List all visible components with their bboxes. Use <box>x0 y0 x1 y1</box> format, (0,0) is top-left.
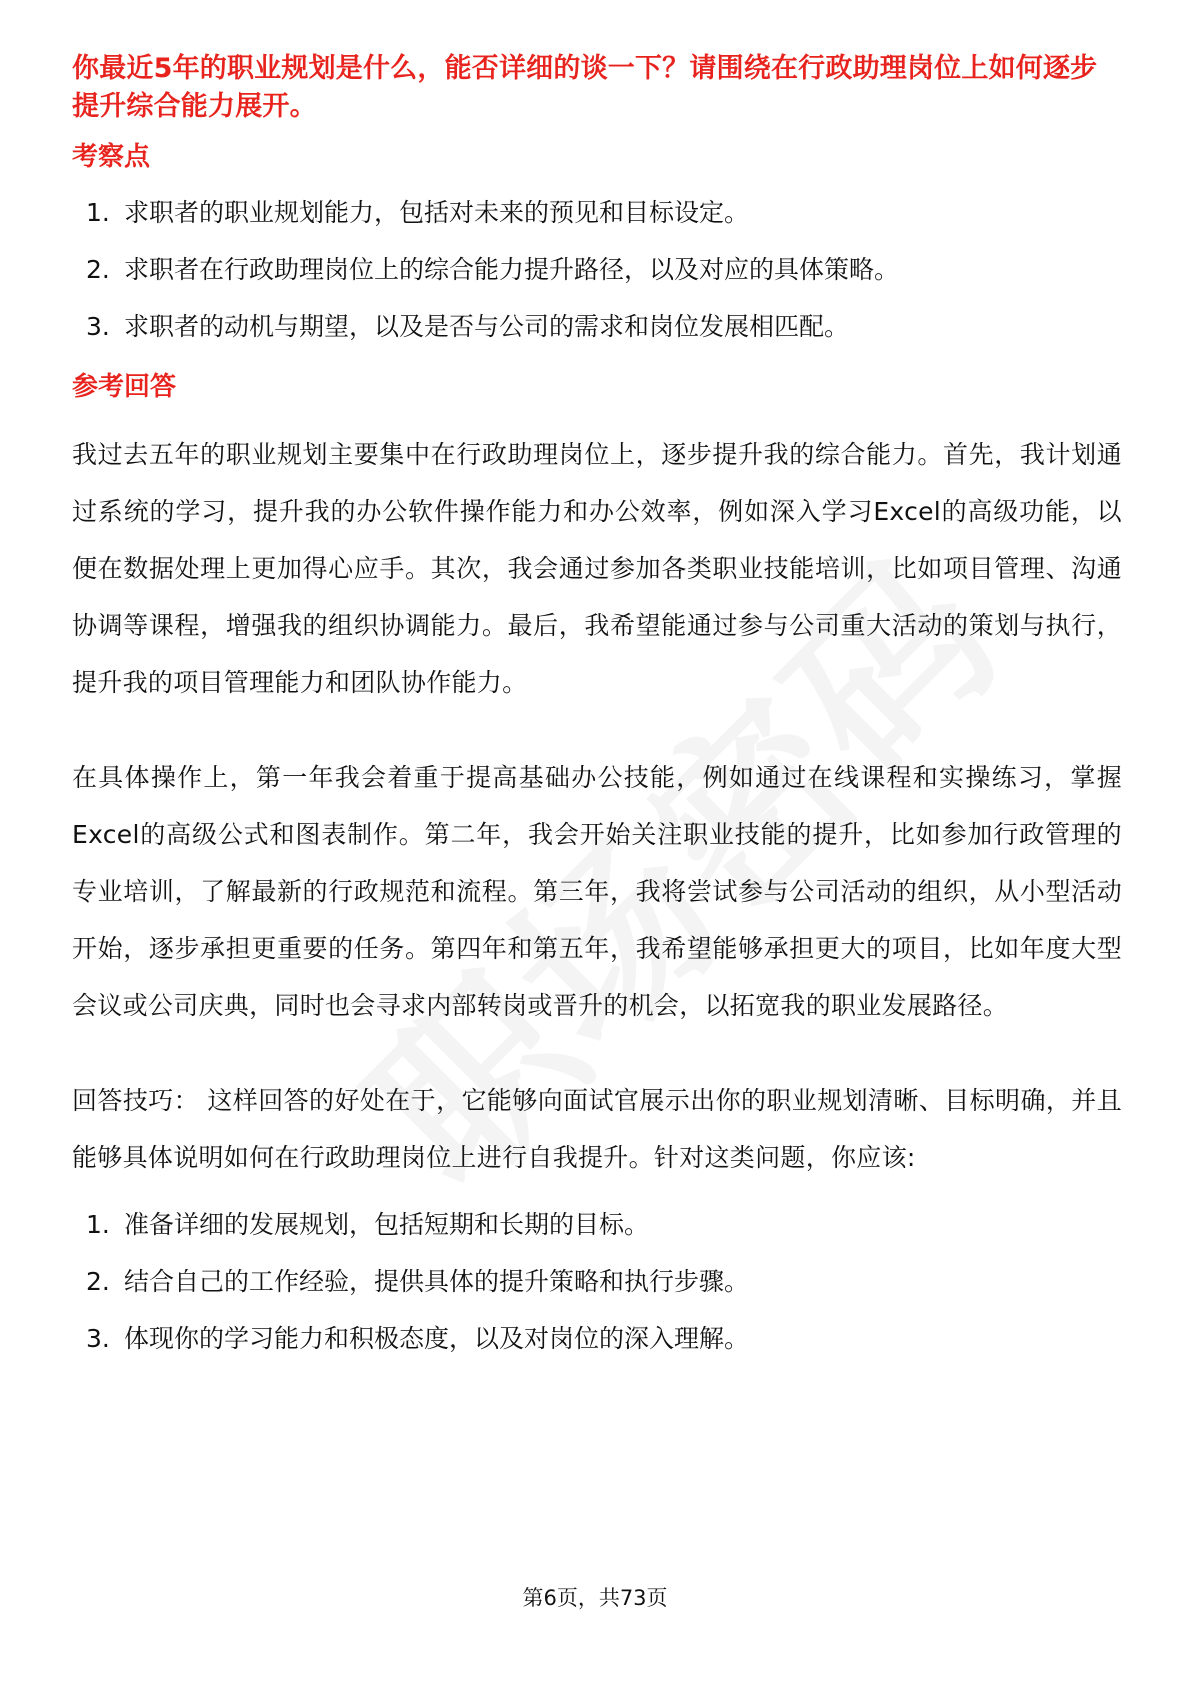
page-number-footer: 第6页，共73页 <box>522 1586 668 1610</box>
list-text: 准备详细的发展规划，包括短期和长期的目标。 <box>124 1210 650 1239</box>
list-number: 1. <box>86 1210 110 1239</box>
list-number: 3. <box>86 312 110 341</box>
list-item <box>72 310 1122 344</box>
list-item <box>72 253 1122 287</box>
list-item <box>72 1322 1122 1356</box>
list-text: 求职者的动机与期望，以及是否与公司的需求和岗位发展相匹配。 <box>124 312 850 341</box>
list-item <box>72 1265 1122 1299</box>
page-content <box>72 50 1122 1379</box>
list-text: 结合自己的工作经验，提供具体的提升策略和执行步骤。 <box>124 1267 750 1296</box>
list-text: 体现你的学习能力和积极态度，以及对岗位的深入理解。 <box>124 1324 750 1353</box>
considerations-heading: 考察点 <box>72 142 151 172</box>
considerations-list <box>72 196 1122 344</box>
list-text: 求职者在行政助理岗位上的综合能力提升路径，以及对应的具体策略。 <box>124 255 900 284</box>
list-number: 3. <box>86 1324 110 1353</box>
tips-paragraph: 回答技巧： 这样回答的好处在于，它能够向面试官展示出你的职业规划清晰、目标明确，并且能够具体说明如何在行政助理岗位上进行自我提升。针对这类问题，你应该: <box>72 1086 1122 1172</box>
list-number: 2. <box>86 1267 110 1296</box>
list-item <box>72 1208 1122 1242</box>
list-item <box>72 196 1122 230</box>
reference-heading: 参考回答 <box>72 372 177 402</box>
list-text: 求职者的职业规划能力，包括对未来的预见和目标设定。 <box>124 198 750 227</box>
tips-list <box>72 1208 1122 1356</box>
answer-paragraph-1: 我过去五年的职业规划主要集中在行政助理岗位上，逐步提升我的综合能力。首先，我计划通过系统的学习，提升我的办公软件操作能力和办公效率，例如深入学习Excel的高级功能，以便在数据处理上更加得心应手。其次，我会通过参加各类职业技能培训，比如项目管理、沟通协调等课程，增强我的组织协调能力。最后，我希望能通过参与公司重大活动的策划与执行，提升我的项目管理能力和团队协作能力。 <box>72 440 1122 697</box>
list-number: 1. <box>86 198 110 227</box>
list-number: 2. <box>86 255 110 284</box>
question-title: 你最近5年的职业规划是什么，能否详细的谈一下？请围绕在行政助理岗位上如何逐步提升综合能力展开。 <box>72 53 1098 122</box>
answer-paragraph-2: 在具体操作上，第一年我会着重于提高基础办公技能，例如通过在线课程和实操练习，掌握Excel的高级公式和图表制作。第二年，我会开始关注职业技能的提升，比如参加行政管理的专业培训，了解最新的行政规范和流程。第三年，我将尝试参与公司活动的组织，从小型活动开始，逐步承担更重要的任务。第四年和第五年，我希望能够承担更大的项目，比如年度大型会议或公司庆典，同时也会寻求内部转岗或晋升的机会，以拓宽我的职业发展路径。 <box>72 763 1122 1020</box>
